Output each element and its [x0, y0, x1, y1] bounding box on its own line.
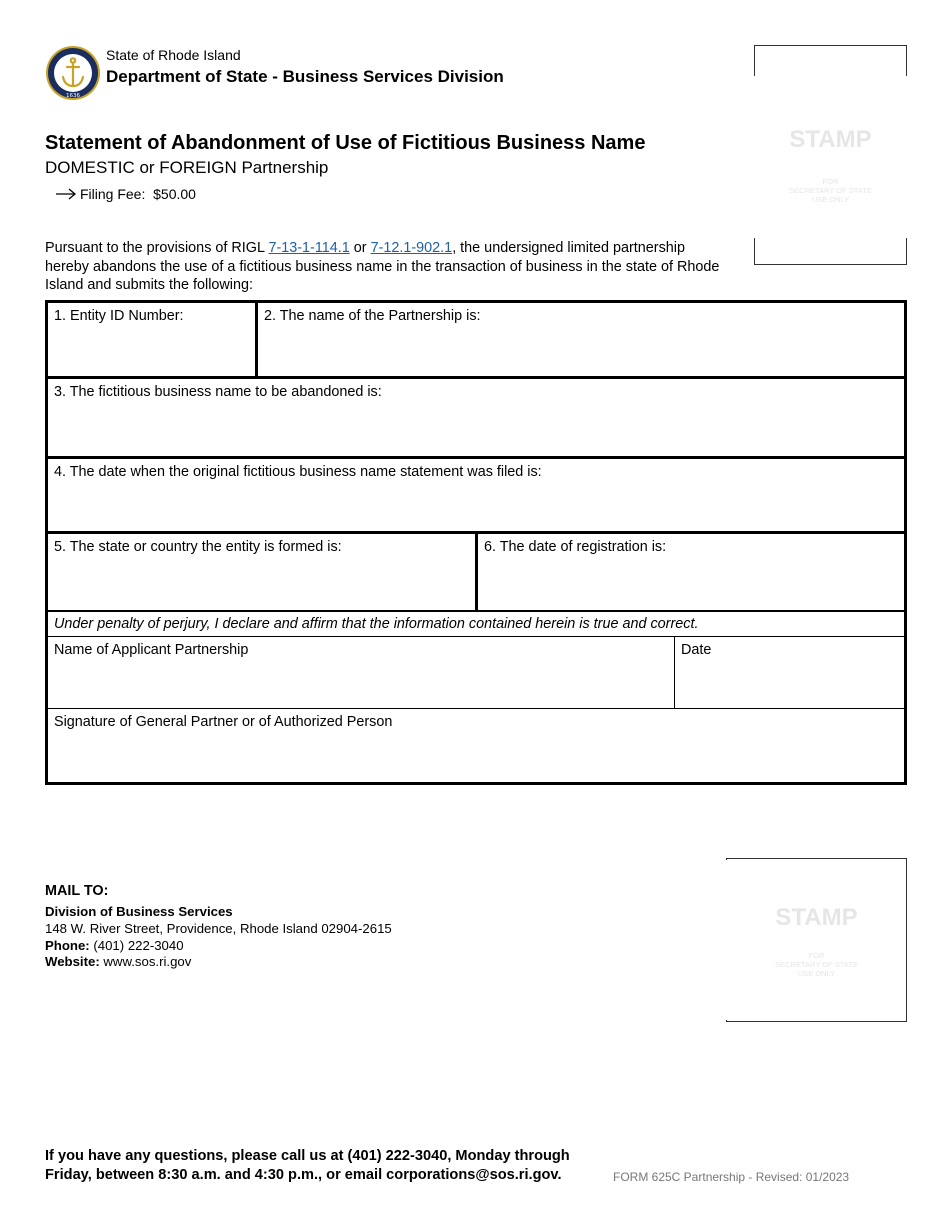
svg-text:1636: 1636: [66, 93, 80, 99]
stamp-label: STAMP: [775, 904, 858, 931]
form-subtitle: DOMESTIC or FOREIGN Partnership: [45, 158, 329, 177]
form-revision: FORM 625C Partnership - Revised: 01/2023: [613, 1170, 850, 1184]
entity-id-field[interactable]: 1. Entity ID Number:: [54, 308, 184, 324]
intro-paragraph: Pursuant to the provisions of RIGL 7-13-1-114.1 or 7-12.1-902.1, the undersigned limited partnership hereby abandons the use of a fictitious business name in the transaction of business in the state of Rhode Island and submits the following:: [45, 240, 720, 293]
registration-date-field[interactable]: 6. The date of registration is:: [484, 539, 667, 555]
state-name: State of Rhode Island: [106, 47, 241, 63]
form-title: Statement of Abandonment of Use of Fictitious Business Name: [45, 132, 646, 154]
original-filing-date-field[interactable]: 4. The date when the original fictitious business name statement was filed is:: [54, 464, 542, 480]
applicant-name-field[interactable]: Name of Applicant Partnership: [54, 642, 249, 658]
signature-field[interactable]: Signature of General Partner or of Authorized Person: [54, 714, 393, 730]
mail-to-heading: MAIL TO:: [45, 883, 109, 899]
state-or-country-field[interactable]: 5. The state or country the entity is formed is:: [54, 539, 342, 555]
division-name: Department of State - Business Services Division: [106, 67, 504, 86]
stamp-box-top: [754, 45, 907, 265]
date-field[interactable]: Date: [681, 642, 712, 658]
mail-website: Website: www.sos.ri.gov: [45, 954, 192, 969]
fee-amount: $50.00: [153, 186, 196, 202]
form-table: [45, 300, 907, 785]
rigl-link-1[interactable]: 7-13-1-114.1: [268, 240, 350, 256]
stamp-note: FOR SECRETARY OF STATE USE ONLY: [775, 951, 858, 978]
fee-label: Filing Fee:: [80, 186, 146, 202]
fictitious-name-field[interactable]: 3. The fictitious business name to be abandoned is:: [54, 384, 382, 400]
questions-note: If you have any questions, please call us at (401) 222-3040, Monday through Friday, between 8:30 a.m. and 4:30 p.m., or email corporations@sos.ri.gov.: [45, 1148, 570, 1183]
perjury-statement: Under penalty of perjury, I declare and affirm that the information contained herein is true and correct.: [54, 616, 699, 632]
mail-org: Division of Business Services: [45, 904, 233, 919]
partnership-name-field[interactable]: 2. The name of the Partnership is:: [264, 308, 481, 324]
mail-address: 148 W. River Street, Providence, Rhode Island 02904-2615: [45, 921, 392, 936]
rigl-link-2[interactable]: 7-12.1-902.1: [370, 240, 453, 256]
stamp-box-bottom: [726, 858, 907, 1022]
stamp-label: STAMP: [789, 126, 872, 153]
state-seal: [45, 45, 101, 101]
filing-fee: [55, 186, 196, 202]
mail-phone: Phone: (401) 222-3040: [45, 938, 184, 953]
stamp-note: FOR SECRETARY OF STATE USE ONLY: [789, 177, 872, 204]
arrow-right-icon: [55, 188, 77, 200]
